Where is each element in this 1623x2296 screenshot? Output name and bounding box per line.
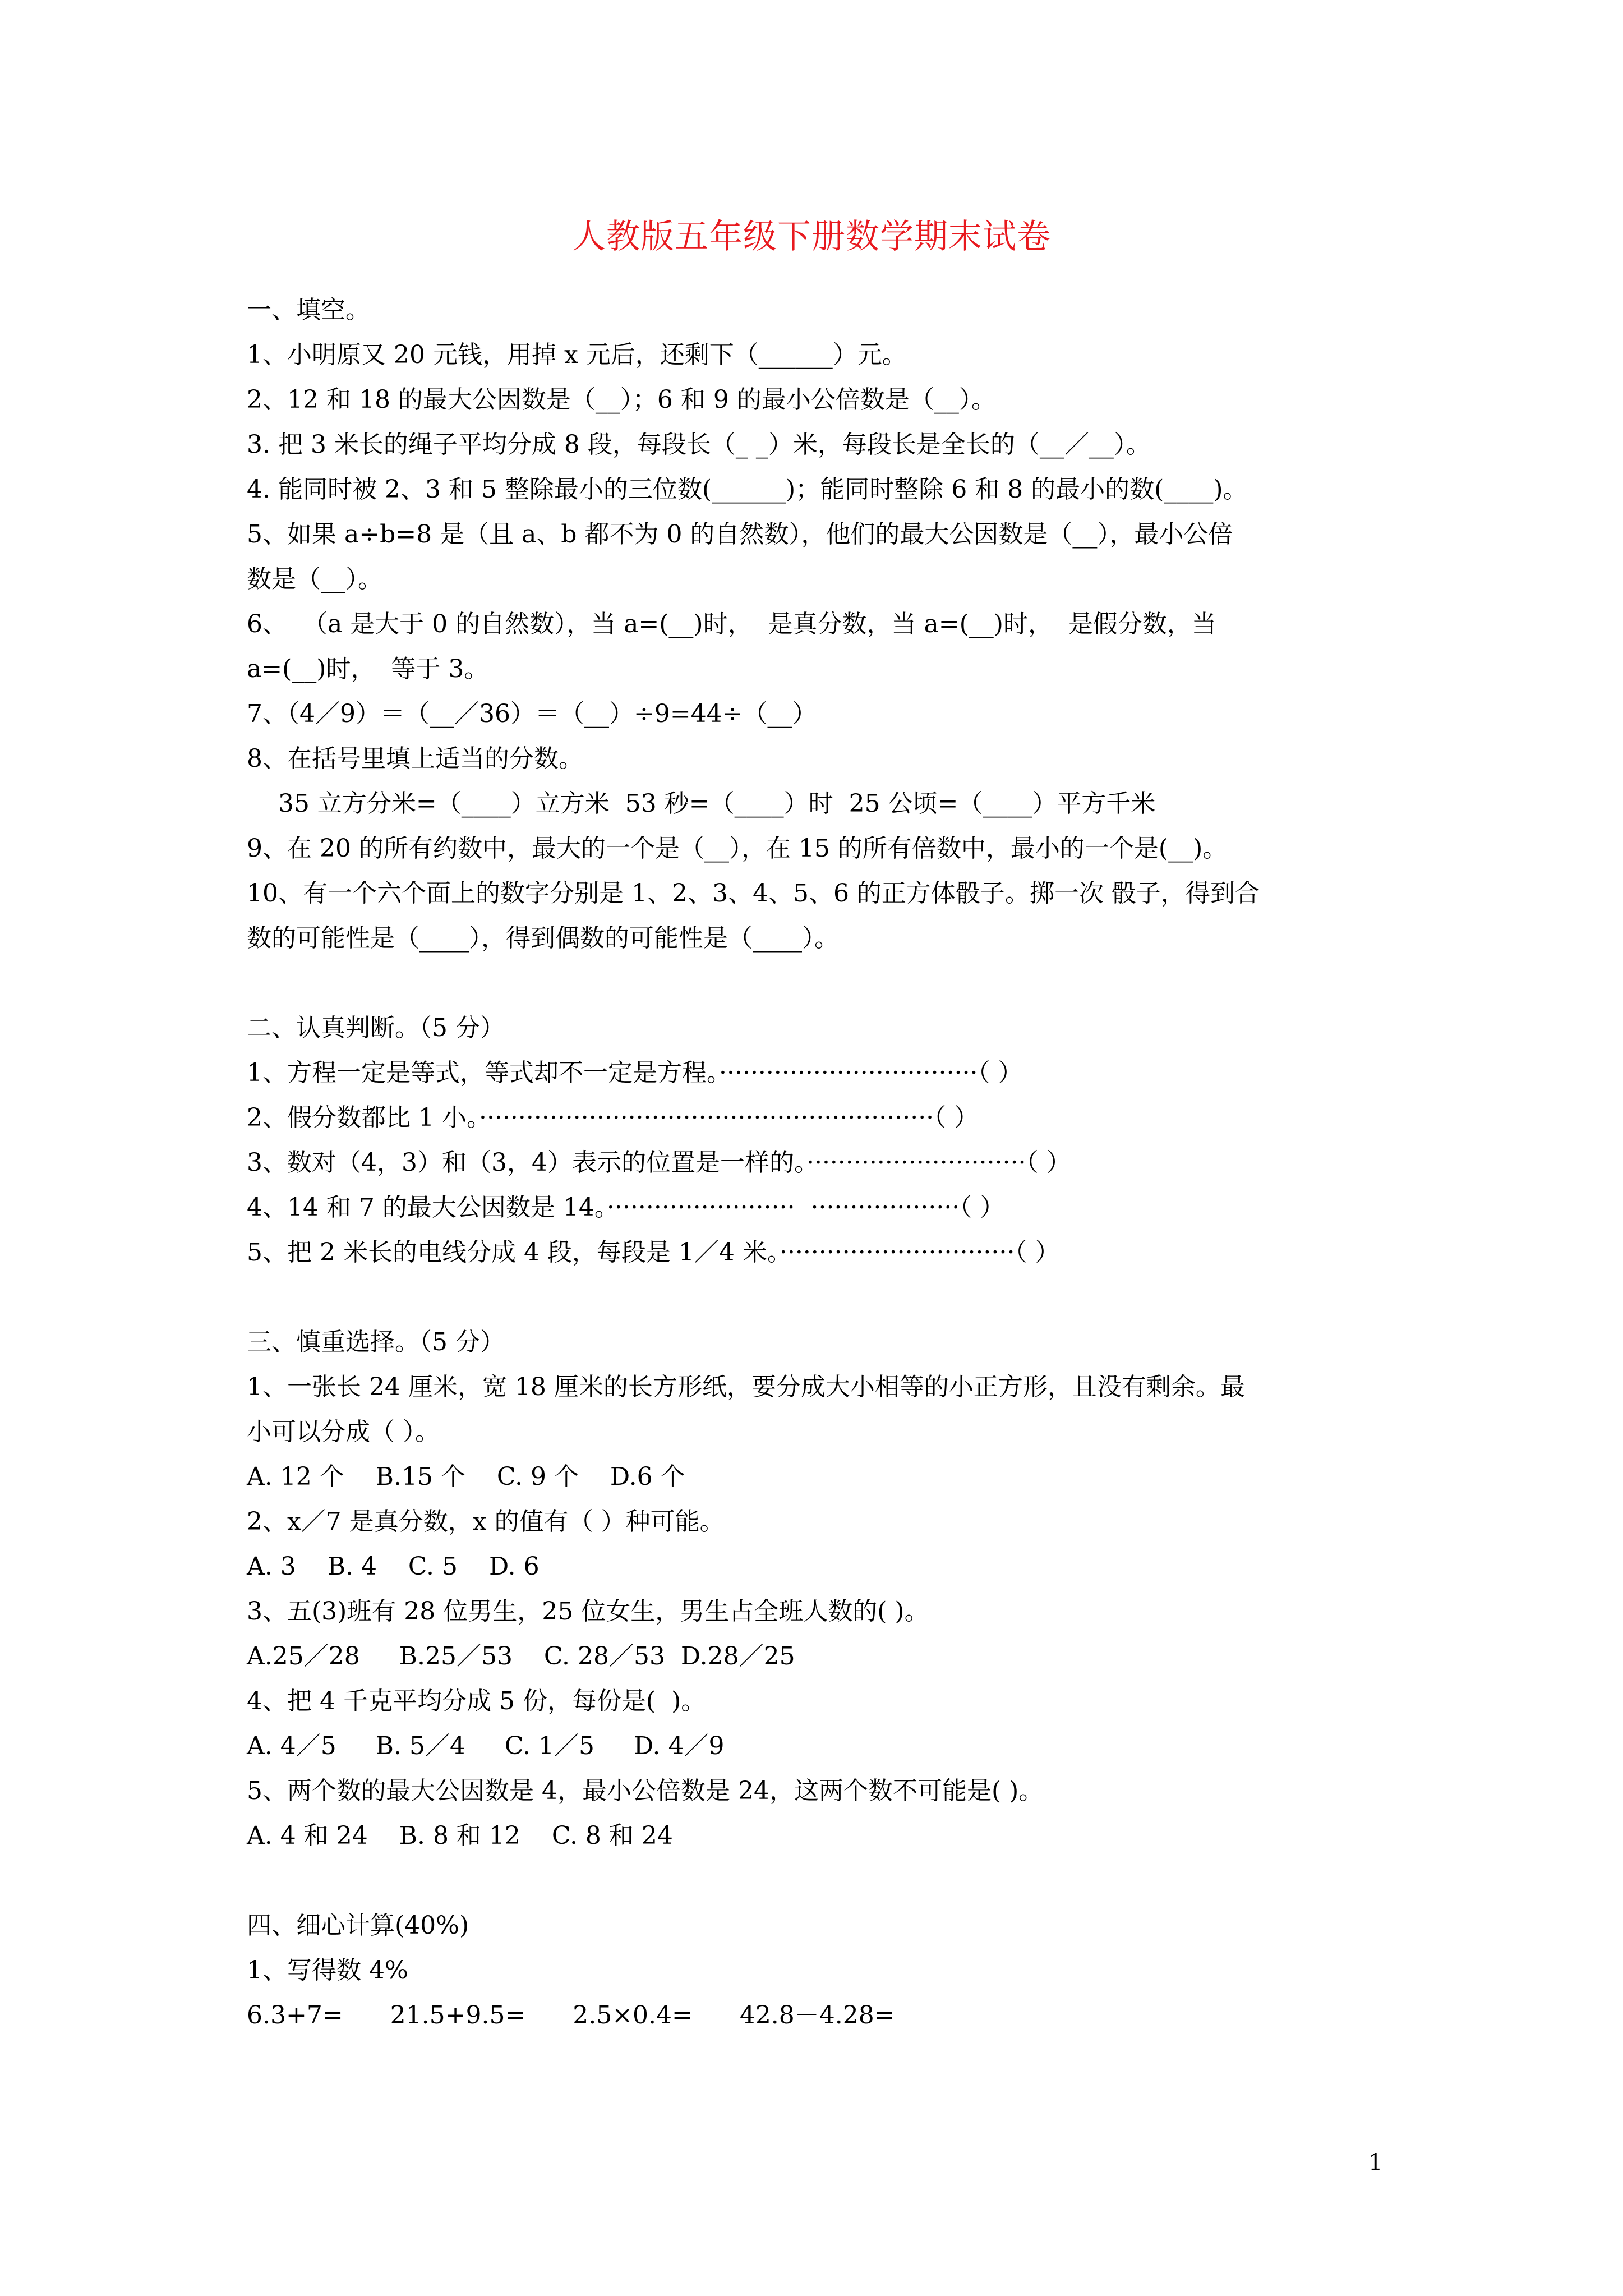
page-title: 人教版五年级下册数学期末试卷: [572, 217, 1051, 256]
question-line: 1、小明原又 20 元钱，用掉 x 元后，还剩下（______）元。: [247, 341, 907, 369]
question-line: 5、如果 a÷b=8 是（且 a、b 都不为 0 的自然数），他们的最大公因数是（__），最小公倍: [247, 520, 1233, 549]
question-line: 9、在 20 的所有约数中，最大的一个是（__），在 15 的所有倍数中，最小的一个是(__)。: [247, 834, 1228, 863]
question-line: 5、把 2 米长的电线分成 4 段，每段是 1／4 米。······························（ ）: [247, 1238, 1060, 1267]
question-line: a=(__)时， 等于 3。: [247, 655, 489, 683]
question-line: 4. 能同时被 2、3 和 5 整除最小的三位数(______)；能同时整除 6 和 8 的最小的数(____)。: [247, 475, 1248, 504]
question-line: 1、一张长 24 厘米，宽 18 厘米的长方形纸，要分成大小相等的小正方形，且没有剩余。最: [247, 1373, 1245, 1401]
section-heading: 二、认真判断。（5 分）: [247, 1014, 505, 1042]
calculation-line: 6.3+7= 21.5+9.5= 2.5×0.4= 42.8－4.28=: [247, 2001, 895, 2030]
section-heading: 四、细心计算(40%): [247, 1911, 469, 1940]
question-line: 4、14 和 7 的最大公因数是 14。························ ···················（ ）: [247, 1193, 1005, 1222]
question-line: 1、写得数 4%: [247, 1956, 408, 1985]
question-line: 3、数对（4，3）和（3，4）表示的位置是一样的。····························（ ）: [247, 1148, 1071, 1177]
question-line: 2、12 和 18 的最大公因数是（__）；6 和 9 的最小公倍数是（__）。: [247, 385, 996, 414]
question-line: 4、把 4 千克平均分成 5 份，每份是( )。: [247, 1687, 706, 1715]
question-line: 3. 把 3 米长的绳子平均分成 8 段，每段长（_ _）米，每段长是全长的（__／__）。: [247, 430, 1151, 459]
section-choice: [247, 1320, 1413, 1858]
question-line: 10、有一个六个面上的数字分别是 1、2、3、4、5、6 的正方体骰子。掷一次 骰子，得到合: [247, 879, 1260, 908]
question-line: 6、 （a 是大于 0 的自然数），当 a=(__)时， 是真分数，当 a=(__)时， 是假分数，当: [247, 610, 1216, 638]
answer-options: A. 4／5 B. 5／4 C. 1／5 D. 4／9: [247, 1732, 725, 1760]
answer-options: A. 3 B. 4 C. 5 D. 6: [247, 1552, 540, 1581]
section-calculation: [247, 1903, 1413, 2038]
question-line: 7、（4／9）＝（__／36）＝（__）÷9=44÷（__）: [247, 700, 817, 728]
question-line: 8、在括号里填上适当的分数。: [247, 744, 583, 773]
section-judgement: [247, 1006, 1413, 1275]
question-line: 数是（__）。: [247, 565, 382, 593]
question-line: 数的可能性是（____），得到偶数的可能性是（____）。: [247, 924, 839, 953]
question-line: 2、假分数都比 1 小。··························································（ ）: [247, 1103, 979, 1132]
question-line: 2、x／7 是真分数，x 的值有（ ）种可能。: [247, 1507, 725, 1536]
exam-content: [247, 288, 1413, 2038]
section-heading: 三、慎重选择。（5 分）: [247, 1328, 505, 1356]
answer-options: A. 12 个 B.15 个 C. 9 个 D.6 个: [247, 1462, 685, 1491]
section-heading: 一、填空。: [247, 296, 370, 324]
question-line: 35 立方分米=（____）立方米 53 秒=（____）时 25 公顷=（____）平方千米: [247, 789, 1156, 818]
question-line: 小可以分成（ ）。: [247, 1418, 440, 1446]
section-spacer: [247, 1858, 1413, 1903]
question-line: 5、两个数的最大公因数是 4，最小公倍数是 24，这两个数不可能是( )。: [247, 1777, 1044, 1805]
question-line: 3、五(3)班有 28 位男生，25 位女生，男生占全班人数的( )。: [247, 1597, 929, 1626]
page-number: 1: [1368, 2150, 1383, 2175]
answer-options: A. 4 和 24 B. 8 和 12 C. 8 和 24: [247, 1821, 673, 1850]
answer-options: A.25／28 B.25／53 C. 28／53 D.28／25: [247, 1642, 795, 1671]
question-line: 1、方程一定是等式，等式却不一定是方程。·································（ ）: [247, 1059, 1023, 1087]
section-spacer: [247, 961, 1413, 1006]
section-spacer: [247, 1275, 1413, 1320]
section-fill-in: [247, 288, 1413, 961]
